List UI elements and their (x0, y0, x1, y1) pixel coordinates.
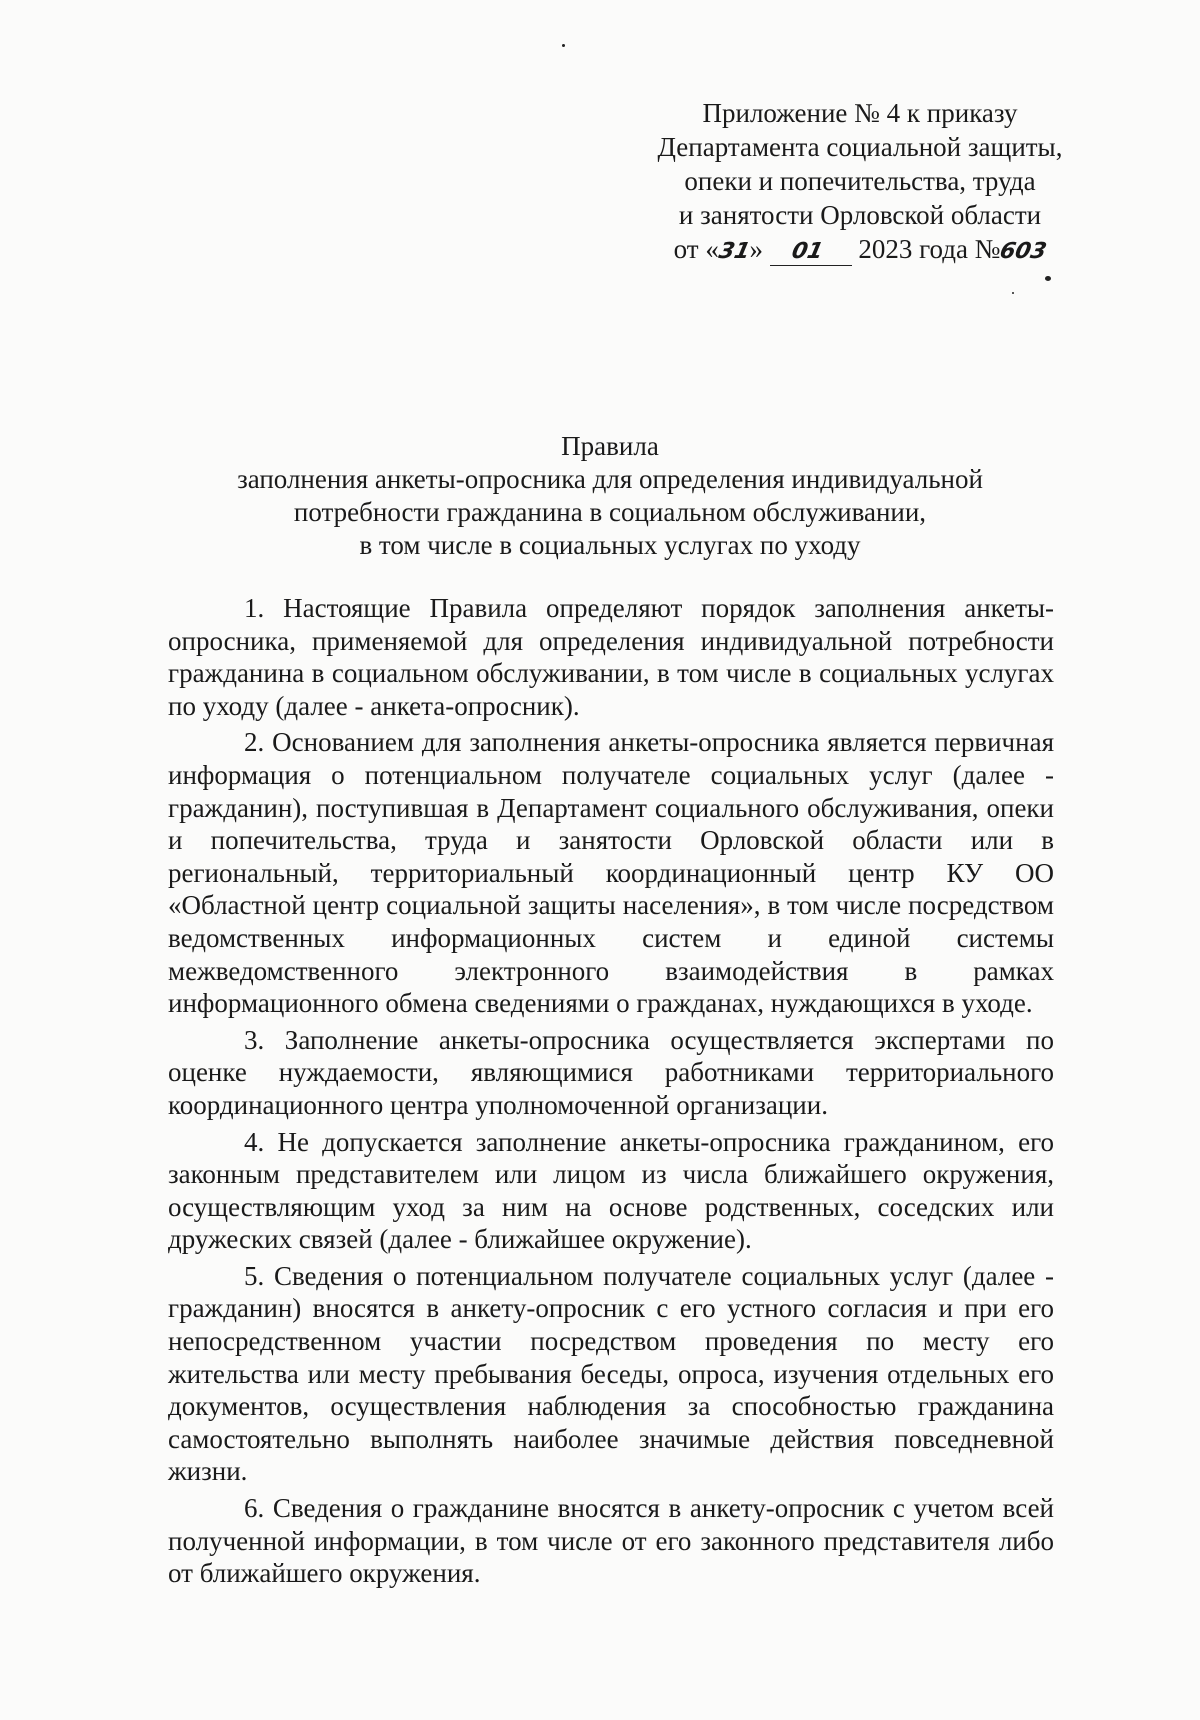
title-line: в том числе в социальных услугах по уходу (359, 530, 861, 560)
header-line: Приложение № 4 к приказу (702, 98, 1018, 128)
header-line: Департамента социальной защиты, (657, 132, 1063, 162)
header-line: опеки и попечительства, труда (684, 166, 1036, 196)
header-line: и занятости Орловской области (678, 200, 1042, 230)
scan-speck (1012, 292, 1014, 294)
scan-speck (1045, 276, 1051, 281)
month-blank (770, 236, 852, 266)
title-line: потребности гражданина в социальном обслуживании, (293, 497, 927, 527)
handwritten-day: 31 (716, 239, 753, 264)
title-line: заполнения анкеты-опросника для определения индивидуальной (237, 464, 983, 494)
handwritten-number: 603 (997, 239, 1050, 264)
handwritten-month: 01 (789, 239, 826, 264)
date-mid: » (749, 234, 763, 264)
approval-header (600, 96, 1120, 269)
paragraph-6: 6. Сведения о гражданине вносятся в анкету-опросник с учетом всей полученной информации, в том числе от его законного представителя либо от ближайшего окружения. (168, 1493, 1054, 1589)
order-date-line (600, 232, 1120, 269)
paragraph-3: 3. Заполнение анкеты-опросника осуществляется экспертами по оценке нуждаемости, являющимися работниками территориального координационного центра уполномоченной организации. (168, 1024, 1054, 1120)
document-title (180, 430, 1040, 562)
date-prefix: от « (673, 234, 719, 264)
document-body (168, 592, 1054, 1594)
title-heading: Правила (561, 431, 659, 461)
date-year: 2023 года № (858, 234, 1001, 264)
paragraph-5: 5. Сведения о потенциальном получателе социальных услуг (далее - гражданин) вносятся в анкету-опросник с его устного согласия и при его непосредственном участии посредством проведения по месту его жительства или месту пребывания беседы, опроса, изучения отдельных его документов, осуществления наблюдения за способностью гражданина самостоятельно выполнять наиболее значимые действия повседневной жизни. (168, 1260, 1054, 1487)
scan-speck (562, 44, 565, 47)
paragraph-4: 4. Не допускается заполнение анкеты-опросника гражданином, его законным представителем или лицом из числа ближайшего окружения, осуществляющим уход за ним на основе родственных, соседских или дружеских связей (далее - ближайшее окружение). (168, 1126, 1054, 1255)
paragraph-1: 1. Настоящие Правила определяют порядок заполнения анкеты-опросника, применяемой для определения индивидуальной потребности гражданина в социальном обслуживании, в том числе в социальных услугах по уходу (далее - анкета-опросник). (168, 593, 1054, 721)
paragraph-2: 2. Основанием для заполнения анкеты-опросника является первичная информация о потенциальном получателе социальных услуг (далее - гражданин), поступившая в Департамент социального обслуживания, опеки и попечительства, труда и занятости Орловской области или в региональный, территориальный координационный центр КУ ОО «Областной центр социальной защиты населения», в том числе посредством ведомственных информационных систем и единой системы межведомственного электронного взаимодействия в рамках информационного обмена сведениями о гражданах, нуждающихся в уходе. (168, 727, 1054, 1019)
